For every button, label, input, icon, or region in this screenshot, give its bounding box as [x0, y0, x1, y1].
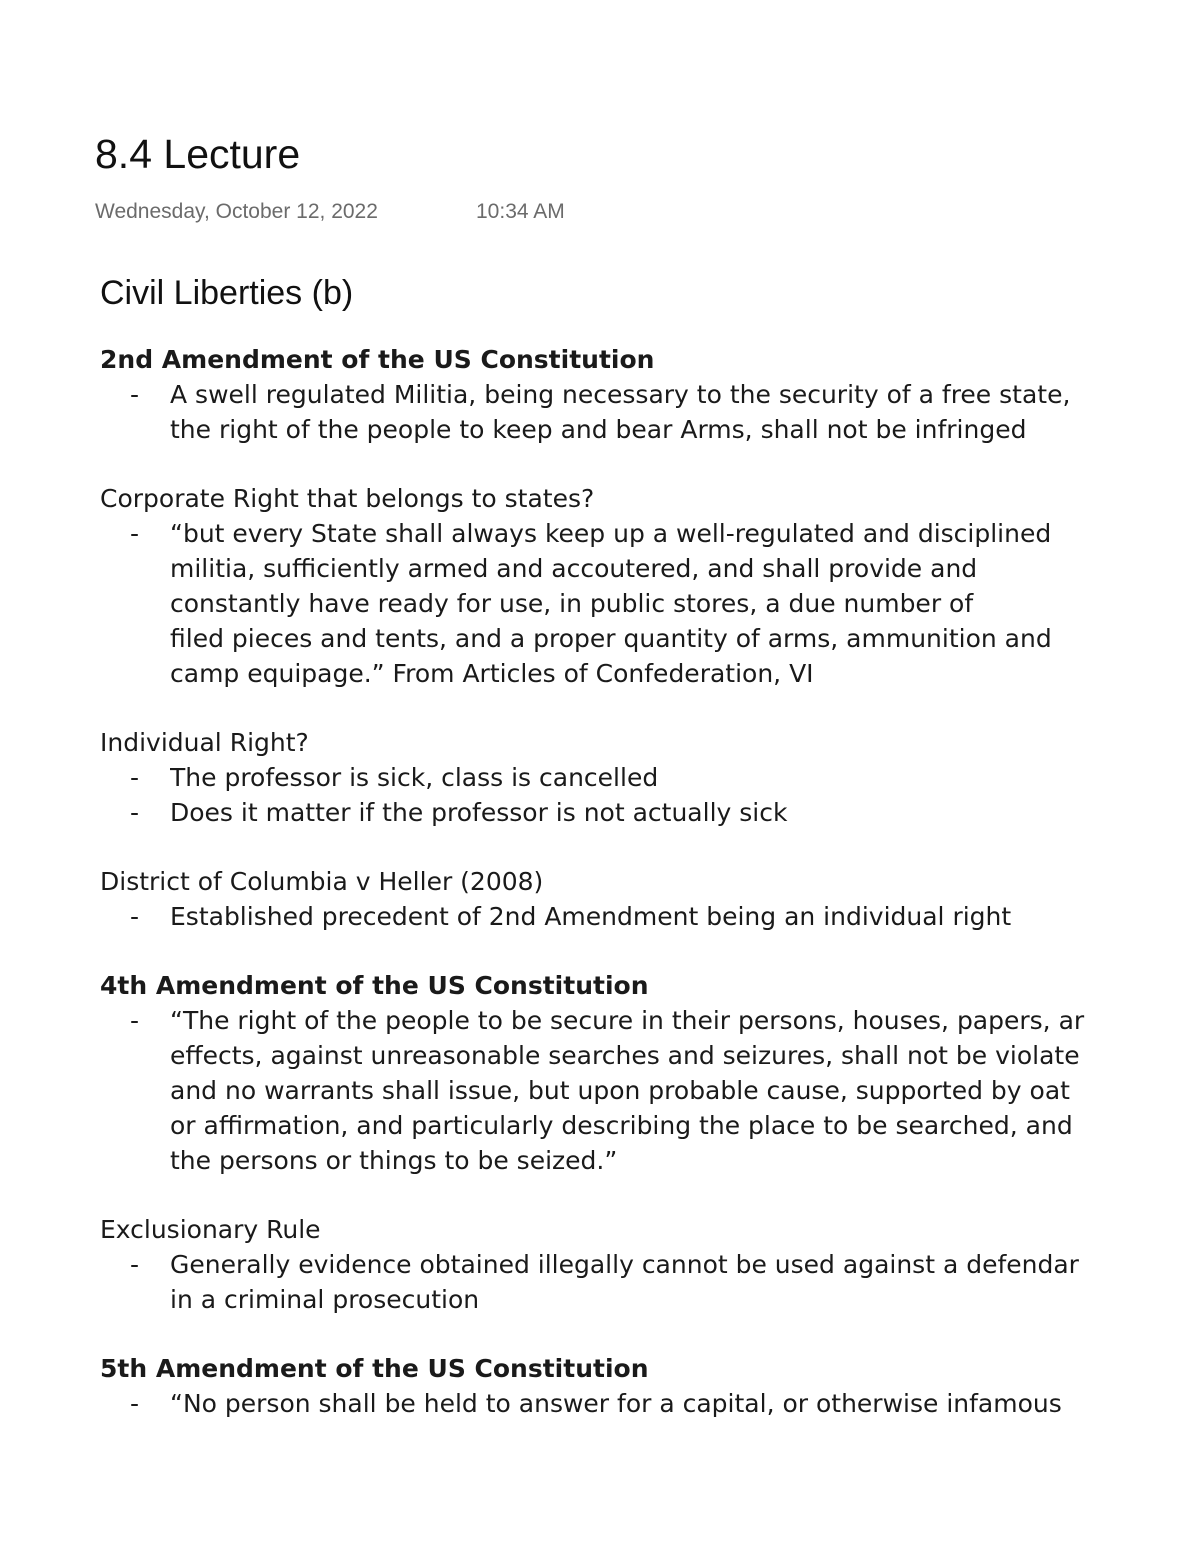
bullet-item — [100, 1386, 1200, 1421]
bullet-dash: - — [130, 380, 140, 409]
bullet-item — [100, 516, 1200, 691]
bullet-text — [170, 760, 1200, 795]
bullet-text — [170, 1003, 1200, 1178]
amendment-heading: 5th Amendment of the US Constitution — [100, 1354, 649, 1383]
note-block — [100, 1351, 1200, 1421]
bullet-line: filed pieces and tents, and a proper quantity of arms, ammunition and — [170, 624, 1052, 653]
page-title: 8.4 Lecture — [95, 131, 301, 177]
note-block — [100, 864, 1200, 934]
bullet-line: “The right of the people to be secure in their persons, houses, papers, ar — [170, 1006, 1085, 1035]
bullet-dash: - — [130, 798, 140, 827]
bullet-item — [100, 1003, 1200, 1178]
bullet-item — [100, 377, 1200, 447]
note-blocks — [100, 342, 1200, 1421]
note-block — [100, 725, 1200, 830]
note-content — [100, 272, 1200, 1455]
bullet-list — [100, 899, 1200, 934]
topic-heading: District of Columbia v Heller (2008) — [100, 867, 544, 896]
bullet-text — [170, 795, 1200, 830]
bullet-line: constantly have ready for use, in public stores, a due number of — [170, 589, 974, 618]
bullet-text — [170, 1247, 1200, 1317]
bullet-item — [100, 760, 1200, 795]
bullet-list — [100, 516, 1200, 691]
bullet-line: Established precedent of 2nd Amendment being an individual right — [170, 902, 1012, 931]
page-time: 10:34 AM — [476, 200, 565, 223]
bullet-dash: - — [130, 763, 140, 792]
bullet-line: The professor is sick, class is cancelled — [170, 763, 659, 792]
bullet-text — [170, 516, 1200, 691]
bullet-line: effects, against unreasonable searches and seizures, shall not be violate — [170, 1041, 1080, 1070]
bullet-list — [100, 1003, 1200, 1178]
bullet-line: in a criminal prosecution — [170, 1285, 480, 1314]
topic-heading: Exclusionary Rule — [100, 1215, 321, 1244]
bullet-text — [170, 899, 1200, 934]
bullet-dash: - — [130, 1389, 140, 1418]
bullet-line: the persons or things to be seized.” — [170, 1146, 618, 1175]
topic-heading: Corporate Right that belongs to states? — [100, 484, 595, 513]
bullet-text — [170, 1386, 1200, 1421]
bullet-dash: - — [130, 1006, 140, 1035]
page-date: Wednesday, October 12, 2022 — [95, 200, 378, 223]
bullet-text — [170, 377, 1200, 447]
bullet-list — [100, 760, 1200, 830]
amendment-heading: 2nd Amendment of the US Constitution — [100, 345, 655, 374]
bullet-line: “but every State shall always keep up a well-regulated and disciplined — [170, 519, 1052, 548]
amendment-heading: 4th Amendment of the US Constitution — [100, 971, 649, 1000]
bullet-list — [100, 377, 1200, 447]
bullet-dash: - — [130, 519, 140, 548]
bullet-line: “No person shall be held to answer for a capital, or otherwise infamous — [170, 1389, 1062, 1418]
bullet-line: A swell regulated Militia, being necessary to the security of a free state, — [170, 380, 1071, 409]
note-block — [100, 1212, 1200, 1317]
bullet-line: Does it matter if the professor is not actually sick — [170, 798, 788, 827]
bullet-line: camp equipage.” From Articles of Confederation, VI — [170, 659, 814, 688]
bullet-line: and no warrants shall issue, but upon probable cause, supported by oat — [170, 1076, 1070, 1105]
note-block — [100, 968, 1200, 1178]
bullet-list — [100, 1247, 1200, 1317]
note-block — [100, 481, 1200, 691]
bullet-item — [100, 899, 1200, 934]
section-title: Civil Liberties (b) — [100, 274, 354, 312]
topic-heading: Individual Right? — [100, 728, 309, 757]
bullet-line: militia, sufficiently armed and accoutered, and shall provide and — [170, 554, 978, 583]
bullet-item — [100, 1247, 1200, 1317]
bullet-dash: - — [130, 902, 140, 931]
bullet-line: or affirmation, and particularly describing the place to be searched, and — [170, 1111, 1073, 1140]
bullet-list — [100, 1386, 1200, 1421]
bullet-item — [100, 795, 1200, 830]
bullet-dash: - — [130, 1250, 140, 1279]
bullet-line: Generally evidence obtained illegally cannot be used against a defendar — [170, 1250, 1079, 1279]
note-block — [100, 342, 1200, 447]
bullet-line: the right of the people to keep and bear Arms, shall not be infringed — [170, 415, 1027, 444]
